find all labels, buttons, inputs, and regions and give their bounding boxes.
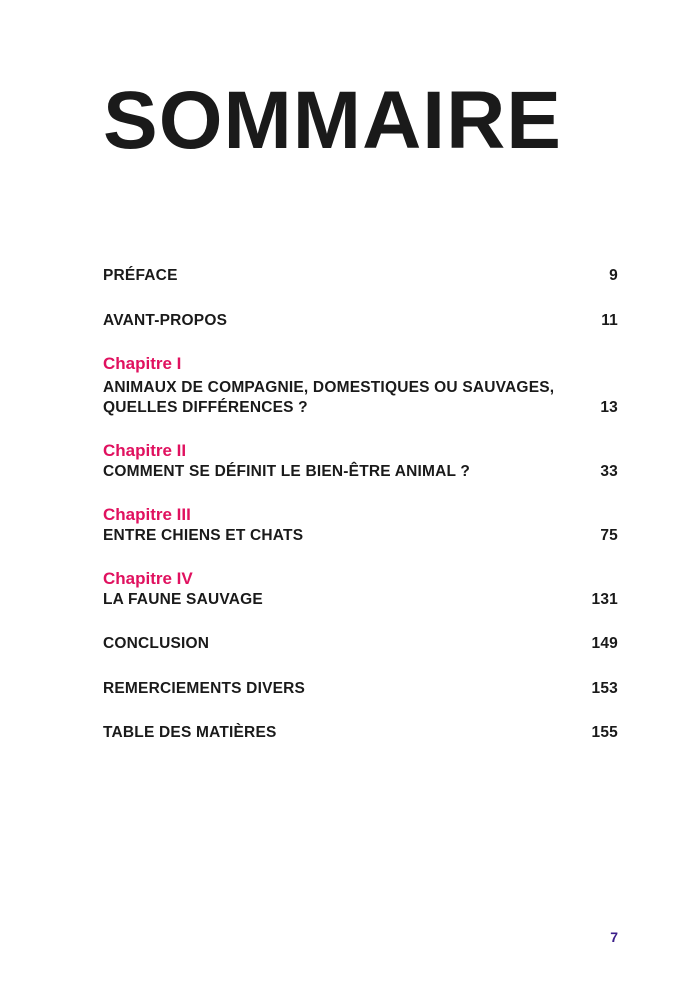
page-number: 7 bbox=[610, 929, 618, 945]
toc-entry-title: TABLE DES MATIÈRES bbox=[103, 724, 277, 741]
toc-entry-title: LA FAUNE SAUVAGE bbox=[103, 591, 263, 608]
toc-entry-chapitre-1[interactable] bbox=[103, 398, 618, 417]
toc-entry-title: AVANT-PROPOS bbox=[103, 312, 228, 329]
toc-entry-remerciements[interactable] bbox=[103, 679, 618, 698]
toc-entry-chapitre-4[interactable] bbox=[103, 590, 618, 609]
toc-entry-title: PRÉFACE bbox=[103, 267, 178, 284]
toc-entry-page: 149 bbox=[591, 635, 618, 652]
toc-entry-page: 153 bbox=[591, 680, 618, 697]
toc-entry-title: REMERCIEMENTS DIVERS bbox=[103, 680, 306, 697]
toc-entry-chapitre-2[interactable] bbox=[103, 462, 618, 481]
toc-entry-title: ENTRE CHIENS ET CHATS bbox=[103, 527, 304, 544]
toc-entry-chapitre-3[interactable] bbox=[103, 526, 618, 545]
toc-entry-chapitre-1-line1[interactable] bbox=[103, 378, 618, 397]
toc-entry-page: 131 bbox=[591, 591, 618, 608]
toc-entry-title: COMMENT SE DÉFINIT LE BIEN-ÊTRE ANIMAL ? bbox=[103, 463, 471, 480]
toc-entry-page: 75 bbox=[600, 527, 618, 544]
toc-entry-page: 9 bbox=[609, 267, 618, 284]
toc-entry-conclusion[interactable] bbox=[103, 634, 618, 653]
chapter-label-2: Chapitre II bbox=[103, 441, 187, 460]
toc-entry-page: 33 bbox=[600, 463, 618, 480]
toc-entry-page: 11 bbox=[601, 312, 618, 329]
toc-entry-title: QUELLES DIFFÉRENCES ? bbox=[103, 399, 308, 416]
toc-entry-avant-propos[interactable] bbox=[103, 311, 618, 330]
chapter-label-4: Chapitre IV bbox=[103, 569, 193, 588]
toc-entry-table-des-matieres[interactable] bbox=[103, 723, 618, 742]
toc-entry-preface[interactable] bbox=[103, 266, 618, 285]
toc-entry-page: 13 bbox=[600, 399, 618, 416]
chapter-label-3: Chapitre III bbox=[103, 505, 191, 524]
toc-entry-title: CONCLUSION bbox=[103, 635, 210, 652]
toc-entry-title: ANIMAUX DE COMPAGNIE, DOMESTIQUES OU SAUVAGES, bbox=[103, 379, 555, 396]
page-title: SOMMAIRE bbox=[103, 75, 562, 166]
toc-entry-page: 155 bbox=[591, 724, 618, 741]
chapter-label-1: Chapitre I bbox=[103, 354, 182, 373]
